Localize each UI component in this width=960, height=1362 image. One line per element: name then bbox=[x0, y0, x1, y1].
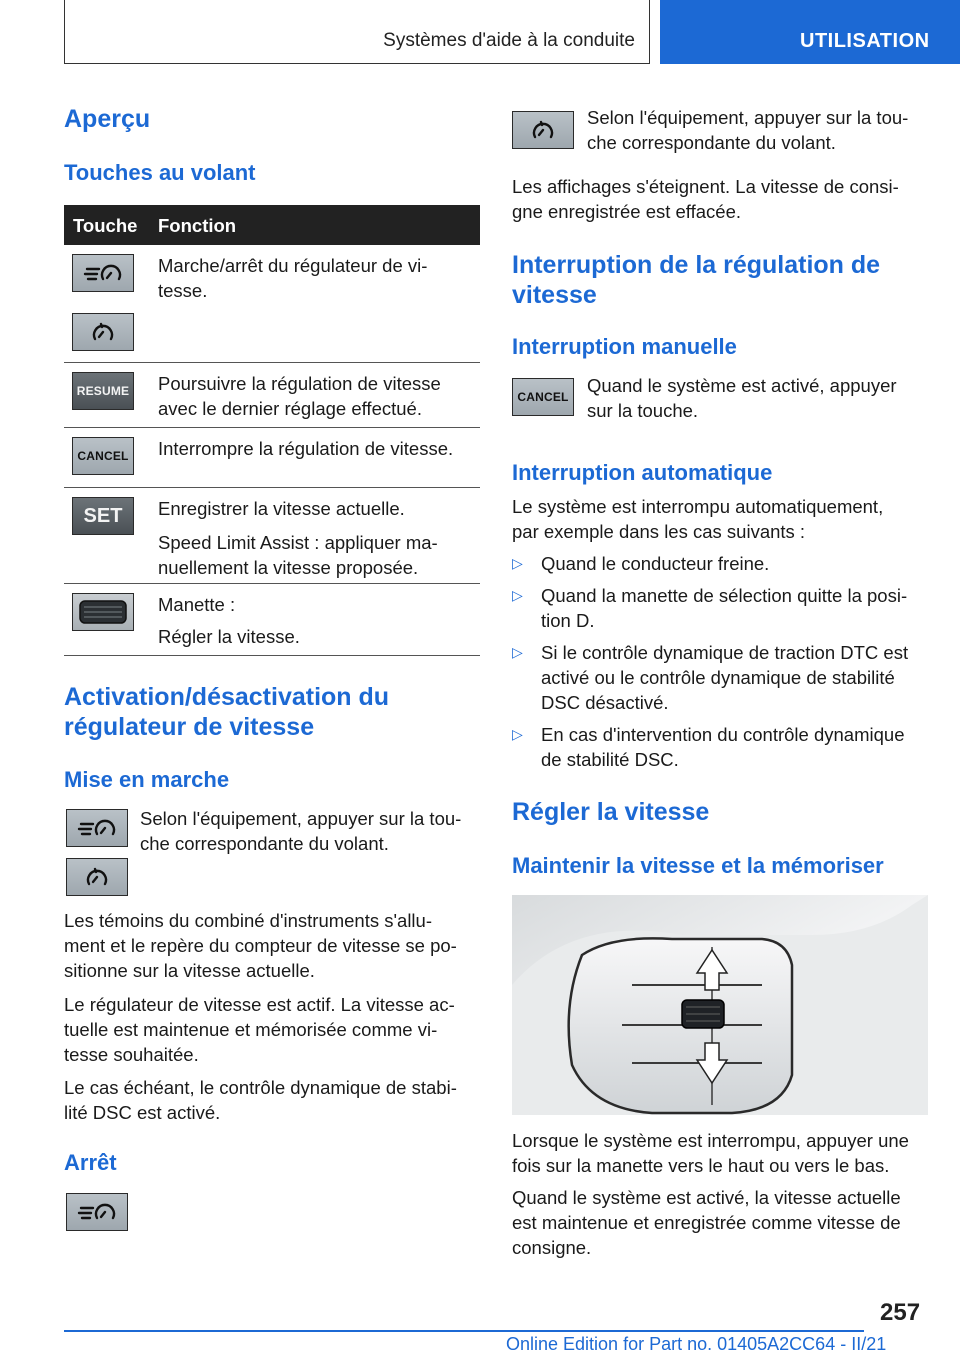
cancel-button-icon: CANCEL bbox=[512, 378, 574, 416]
speed-gauge-icon bbox=[82, 865, 112, 889]
steering-wheel-controls-illustration bbox=[512, 895, 928, 1115]
steering-wheel-photo bbox=[512, 895, 928, 1115]
heading-regler: Régler la vitesse bbox=[512, 798, 710, 826]
heading-apercu: Aperçu bbox=[64, 105, 151, 133]
speed-gauge-icon bbox=[528, 118, 558, 142]
chapter-tab[interactable] bbox=[660, 0, 960, 64]
heading-maintenir: Maintenir la vitesse et la mémoriser bbox=[512, 853, 884, 878]
col-fonction: Fonction bbox=[158, 215, 237, 236]
heading-interruption: Interruption de la régulation de vitesse bbox=[512, 251, 881, 309]
page-number: 257 bbox=[880, 1299, 921, 1326]
manuelle-text: Quand le système est activé, appuyer sur la touche. bbox=[587, 375, 897, 421]
header-box bbox=[64, 0, 650, 64]
list-item: ▷ En cas d'intervention du contrôle dynamique de stabilité DSC. bbox=[512, 724, 905, 770]
table-rule bbox=[64, 362, 480, 363]
lever-button-icon bbox=[72, 593, 134, 631]
speed-limiter-button-icon bbox=[72, 313, 134, 351]
table-header bbox=[64, 205, 480, 245]
speed-limiter-button-icon bbox=[66, 858, 128, 896]
chapter-tab-label: UTILISATION bbox=[800, 30, 930, 52]
cruise-onoff-button-icon bbox=[66, 1193, 128, 1231]
row5-text2: Régler la vitesse. bbox=[158, 626, 300, 647]
lever-icon bbox=[76, 597, 130, 627]
list-item: ▷ Si le contrôle dynamique de traction DTC est activé ou le contrôle dynamique de stabilité DSC désactivé. bbox=[512, 642, 909, 713]
cruise-onoff-button-icon bbox=[72, 254, 134, 292]
cruise-onoff-button-icon bbox=[66, 809, 128, 847]
heading-mise-en-marche: Mise en marche bbox=[64, 767, 230, 792]
footer-rule bbox=[64, 1330, 864, 1332]
heading-interruption-auto: Interruption automatique bbox=[512, 460, 773, 485]
para-quand: Quand le système est activé, la vitesse actuelle est maintenue et enregistrée comme vitesse de consigne. bbox=[512, 1187, 901, 1258]
footer-edition: Online Edition for Part no. 01405A2CC64 - II/21 bbox=[506, 1334, 887, 1354]
speed-gauge-icon bbox=[88, 320, 118, 344]
table-rule bbox=[64, 655, 480, 656]
heading-arret: Arrêt bbox=[64, 1150, 117, 1175]
heading-activation: Activation/désactivation du régulateur de vitesse bbox=[64, 683, 390, 741]
row1-text: Marche/arrêt du régulateur de vi- tesse. bbox=[158, 255, 428, 301]
heading-touches: Touches au volant bbox=[64, 160, 256, 185]
para-temoins: Les témoins du combiné d'instruments s'allu- ment et le repère du compteur de vitesse se po- sitionne sur la vitesse actuelle. bbox=[64, 910, 457, 981]
list-item: ▷ Quand le conducteur freine. bbox=[512, 553, 770, 574]
mise-text: Selon l'équipement, appuyer sur la tou- che correspondante du volant. bbox=[140, 808, 462, 854]
bullet-triangle-icon: ▷ bbox=[512, 587, 523, 603]
resume-button-icon: RESUME bbox=[72, 372, 134, 410]
list-item: ▷ Quand la manette de sélection quitte la posi- tion D. bbox=[512, 585, 908, 631]
bullet-triangle-icon: ▷ bbox=[512, 644, 523, 660]
section-title: Systèmes d'aide à la conduite bbox=[383, 30, 635, 51]
row3-text: Interrompre la régulation de vitesse. bbox=[158, 438, 454, 459]
heading-interruption-manuelle: Interruption manuelle bbox=[512, 334, 737, 359]
cruise-control-icon bbox=[83, 261, 123, 285]
para-affichages: Les affichages s'éteignent. La vitesse de consi- gne enregistrée est effacée. bbox=[512, 176, 899, 222]
table-rule bbox=[64, 427, 480, 428]
cancel-button-icon: CANCEL bbox=[72, 437, 134, 475]
para-lorsque: Lorsque le système est interrompu, appuyer une fois sur la manette vers le haut ou vers le bas. bbox=[512, 1130, 909, 1176]
set-button-icon: SET bbox=[72, 497, 134, 535]
table-rule bbox=[64, 583, 480, 584]
arret-text: Selon l'équipement, appuyer sur la tou- che correspondante du volant. bbox=[587, 107, 909, 153]
row2-text: Poursuivre la régulation de vitesse avec le dernier réglage effectué. bbox=[158, 373, 441, 419]
row4-text2: Speed Limit Assist : appliquer ma- nuellement la vitesse proposée. bbox=[158, 532, 438, 578]
cruise-control-icon bbox=[77, 1200, 117, 1224]
cruise-control-icon bbox=[77, 816, 117, 840]
para-dsc: Le cas échéant, le contrôle dynamique de stabi- lité DSC est activé. bbox=[64, 1077, 457, 1123]
auto-text: Le système est interrompu automatiquement, par exemple dans les cas suivants : bbox=[512, 496, 884, 542]
bullet-triangle-icon: ▷ bbox=[512, 555, 523, 571]
col-touche: Touche bbox=[73, 215, 138, 236]
speed-limiter-button-icon bbox=[512, 111, 574, 149]
bullet-triangle-icon: ▷ bbox=[512, 726, 523, 742]
row5-text: Manette : bbox=[158, 594, 236, 615]
table-rule bbox=[64, 487, 480, 488]
row4-text: Enregistrer la vitesse actuelle. bbox=[158, 498, 405, 519]
para-actif: Le régulateur de vitesse est actif. La vitesse ac- tuelle est maintenue et mémorisée comme vi- tesse souhaitée. bbox=[64, 994, 455, 1065]
